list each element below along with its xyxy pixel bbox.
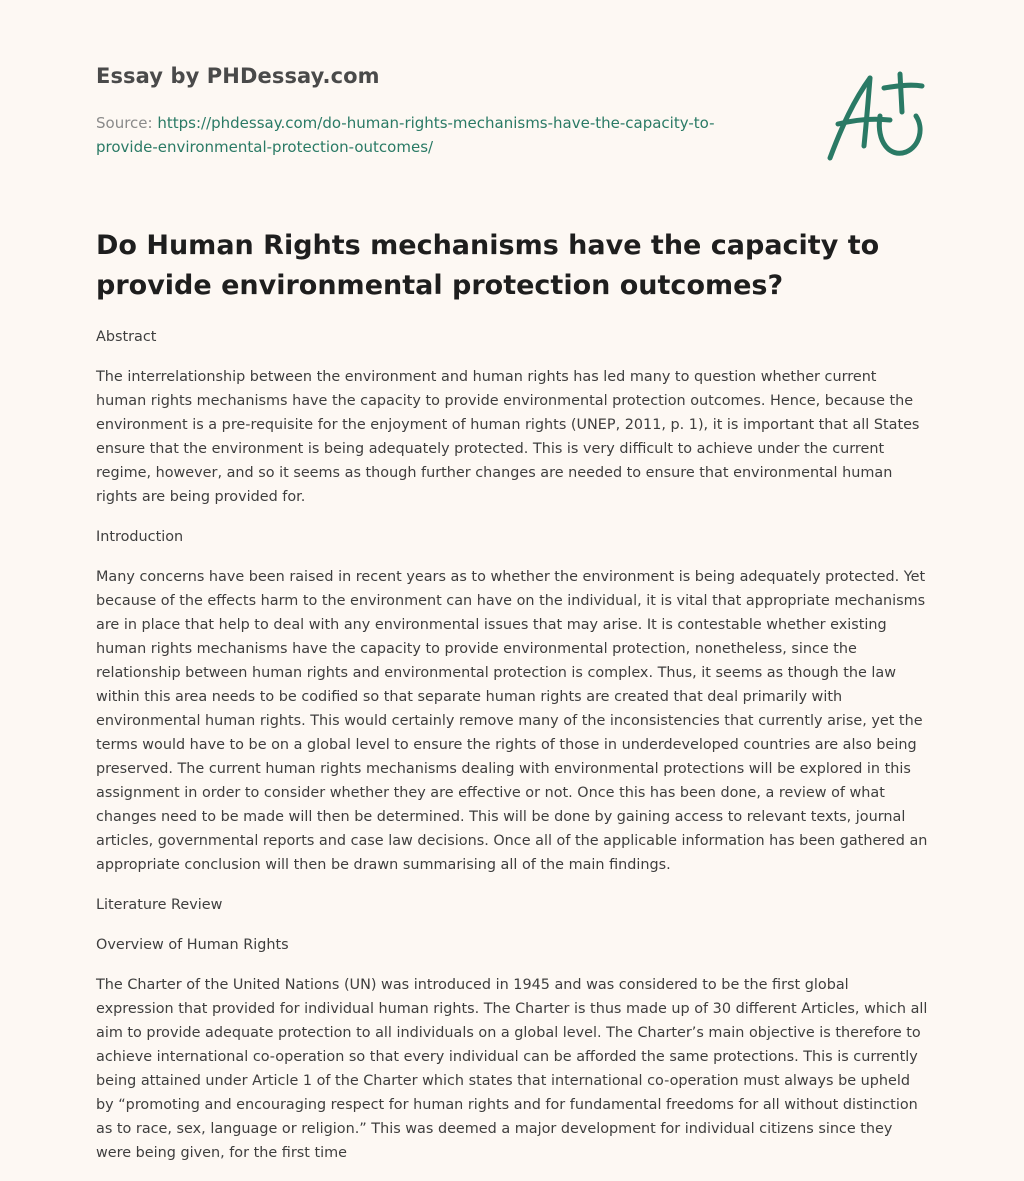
- overview-paragraph: The Charter of the United Nations (UN) was introduced in 1945 and was considered to be the first global expression that provided for individual human rights. The Charter is thus made up of 30 different Articles, which all aim to provide adequate protection to all individuals on a global level. The Charter’s main objective is therefore to achieve international co-operation so that every individual can be afforded the same protections. This is currently being attained under Article 1 of the Charter which states that international co-operation must always be upheld by “promoting and encouraging respect for human rights and for fundamental freedoms for all without distinction as to race, sex, language or religion.” This was deemed a major development for individual citizens since they were being given, for the first time: [96, 977, 928, 1161]
- site-title: Essay by PHDessay.com: [96, 64, 380, 88]
- introduction-heading: Introduction: [96, 529, 184, 545]
- source-line: [96, 111, 756, 159]
- abstract-heading: Abstract: [96, 329, 157, 345]
- introduction-paragraph: Many concerns have been raised in recent years as to whether the environment is being adequately protected. Yet because of the effects harm to the environment can have on the individual, it is vital that appropriate mechanisms are in place that help to deal with any environmental issues that may arise. It is contestable whether existing human rights mechanisms have the capacity to provide environmental protection, nonetheless, since the relationship between human rights and environmental protection is complex. Thus, it seems as though the law within this area needs to be codified so that separate human rights are created that deal primarily with environmental human rights. This would certainly remove many of the inconsistencies that currently arise, yet the terms would have to be on a global level to ensure the rights of those in underdeveloped countries are also being preserved. The current human rights mechanisms dealing with environmental protections will be explored in this assignment in order to consider whether they are effective or not. Once this has been done, a review of what changes need to be made will then be determined. This will be done by gaining access to relevant texts, journal articles, governmental reports and case law decisions. Once all of the applicable information has been gathered an appropriate conclusion will then be drawn summarising all of the main findings.: [96, 569, 928, 873]
- abstract-paragraph: The interrelationship between the environment and human rights has led many to question whether current human rights mechanisms have the capacity to provide environmental protection outcomes. Hence, because the environment is a pre-requisite for the enjoyment of human rights (UNEP, 2011, p. 1), it is important that all States ensure that the environment is being adequately protected. This is very difficult to achieve under the current regime, however, and so it seems as though further changes are needed to ensure that environmental human rights are being provided for.: [96, 369, 920, 505]
- source-label: Source:: [96, 114, 153, 132]
- essay-title: Do Human Rights mechanisms have the capacity to provide environmental protection outcomes?: [96, 230, 880, 301]
- literature-review-heading: Literature Review: [96, 897, 223, 913]
- source-link[interactable]: https://phdessay.com/do-human-rights-mechanisms-have-the-capacity-to-provide-environmental-protection-outcomes/: [96, 114, 715, 156]
- essay-body: [96, 325, 930, 1181]
- a-plus-logo-icon: [820, 66, 930, 166]
- overview-heading: Overview of Human Rights: [96, 937, 289, 953]
